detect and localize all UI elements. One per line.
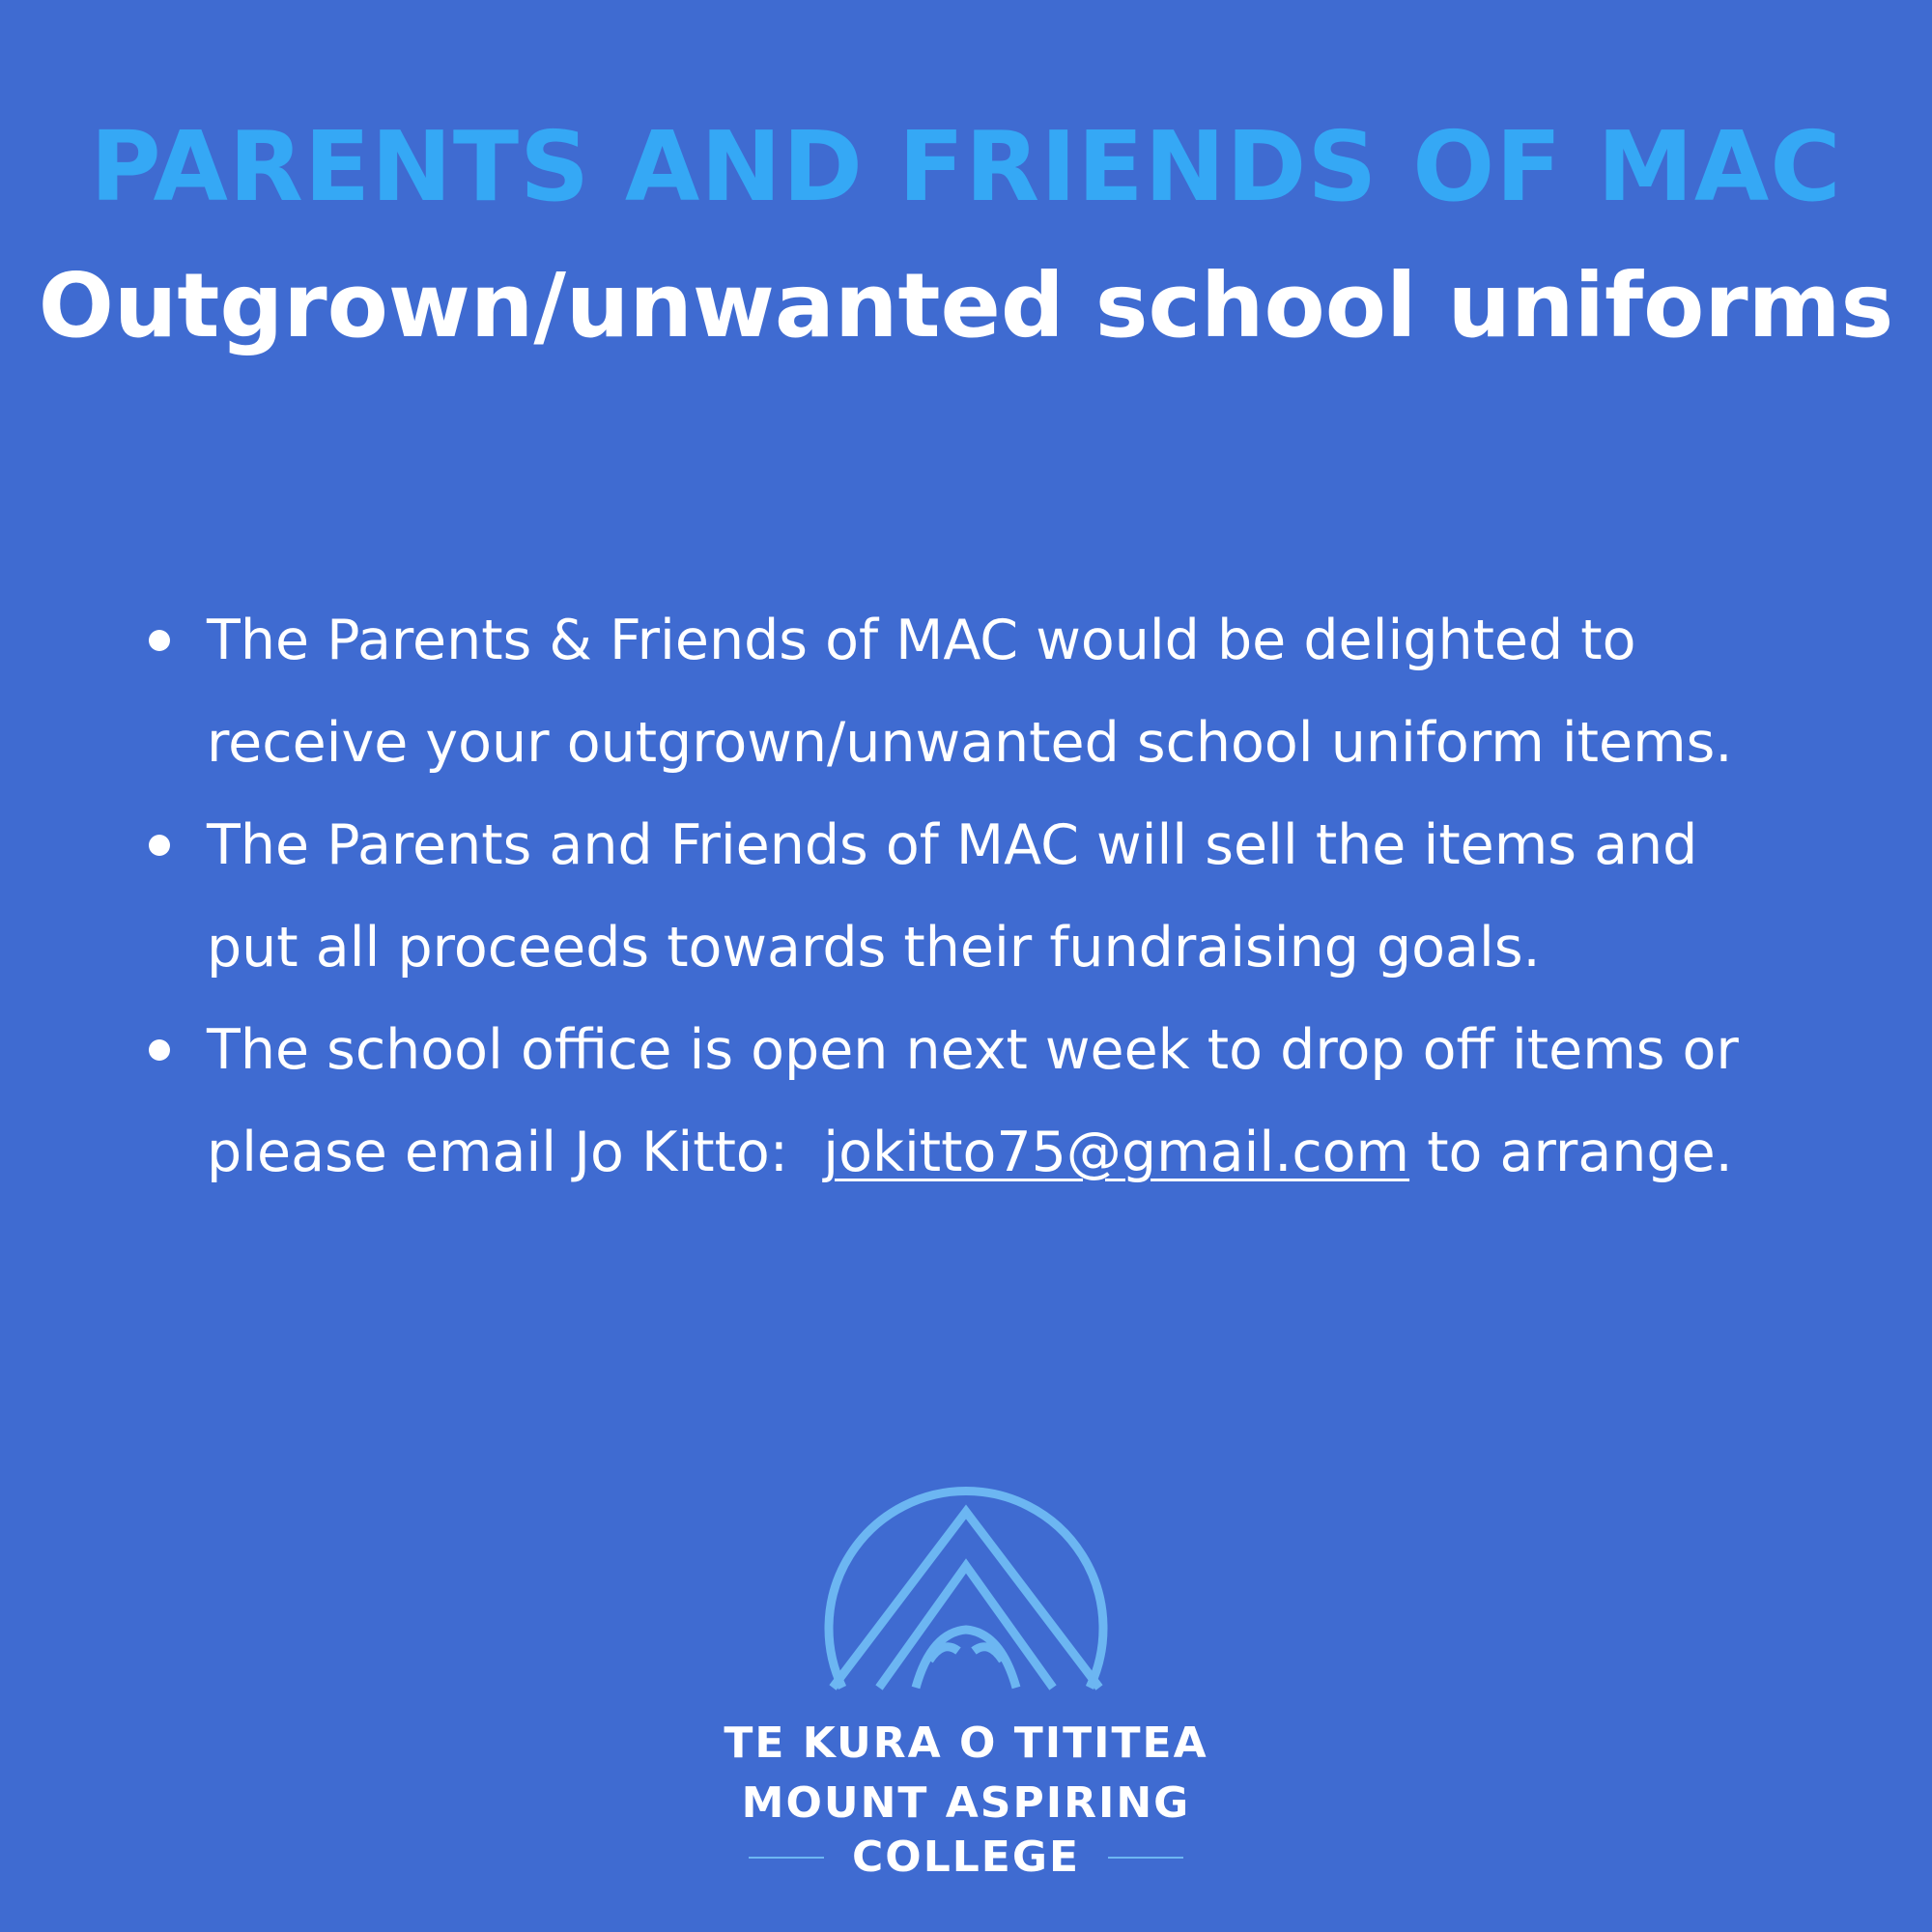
info-bullet-list (143, 589, 1901, 1204)
bullet-text-line: put all proceeds towards their fundraising goals. (207, 916, 1541, 980)
bullet-dot-icon (149, 630, 170, 651)
bullet-text-line: The Parents and Friends of MAC will sell the items and (207, 813, 1698, 877)
bullet-dot-icon (149, 1039, 170, 1061)
bullet-text-line: The school office is open next week to drop off items or (207, 1018, 1739, 1082)
bullet-text-line: receive your outgrown/unwanted school uniform items. (207, 711, 1733, 775)
bullet-text-line: please email Jo Kitto: (207, 1121, 824, 1184)
bullet-text-line: to arrange. (1409, 1121, 1733, 1184)
list-item (143, 794, 1901, 999)
list-item (143, 999, 1901, 1204)
bullet-dot-icon (149, 835, 170, 856)
page-title: PARENTS AND FRIENDS OF MAC (90, 110, 1842, 223)
mountain-logo-icon (821, 1463, 1111, 1695)
bullet-text-line: The Parents & Friends of MAC would be delighted to (207, 609, 1636, 672)
logo-text-line: MOUNT ASPIRING (741, 1778, 1191, 1828)
logo-divider (1108, 1857, 1183, 1859)
email-link[interactable]: jokitto75@gmail.com (823, 1121, 1410, 1184)
logo-text-line: TE KURA O TITITEA (724, 1719, 1208, 1768)
page-subtitle: Outgrown/unwanted school uniforms (38, 254, 1894, 357)
list-item (143, 589, 1901, 794)
logo-text-line: COLLEGE (852, 1833, 1080, 1882)
